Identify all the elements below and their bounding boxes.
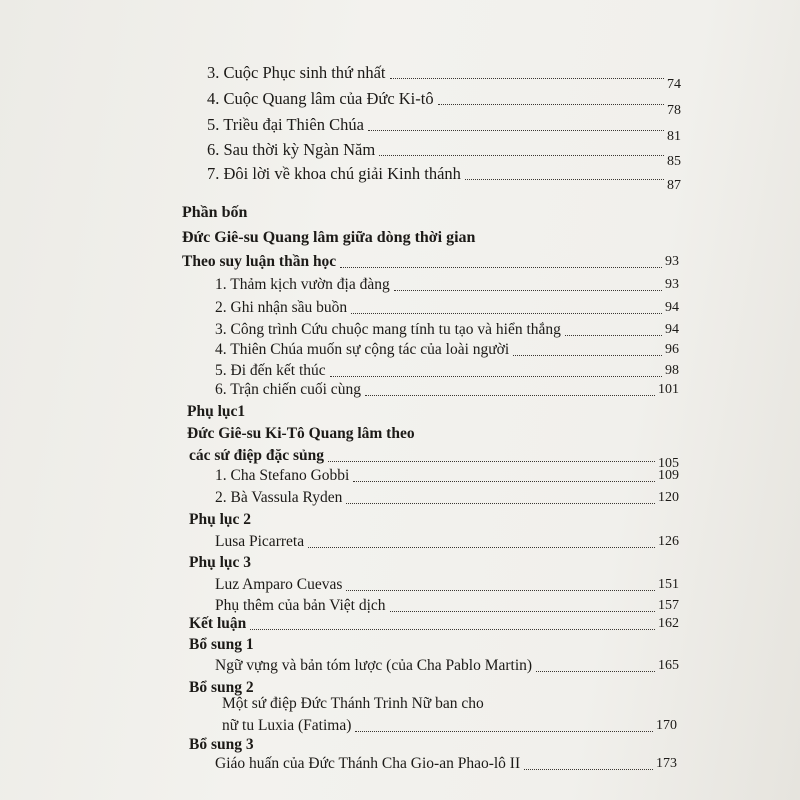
toc-entry-page: 162 [658, 616, 679, 631]
toc-entry-label: 6. Trận chiến cuối cùng [215, 381, 361, 398]
toc-entry-page: 94 [665, 322, 679, 337]
toc-entry [215, 488, 679, 508]
toc-entry [215, 298, 679, 318]
toc-entry-page: 101 [658, 382, 679, 397]
toc-entry [222, 716, 677, 736]
toc-entry-label: 2. Ghi nhận sầu buồn [215, 299, 348, 316]
toc-entry [215, 275, 679, 295]
toc-entry-page: 74 [667, 77, 681, 92]
toc-entry [215, 361, 679, 381]
toc-entry-page: 157 [658, 598, 679, 613]
toc-entry-label: 2. Bà Vassula Ryden [215, 489, 343, 506]
dot-leader [513, 355, 662, 356]
dot-leader [330, 376, 662, 377]
toc-entry-label: Giáo huấn của Đức Thánh Cha Gio-an Phao-lô II [215, 755, 521, 772]
dot-leader [340, 267, 662, 268]
part-title-line2: Theo suy luận thần học [182, 253, 337, 270]
toc-entry-page: 93 [665, 277, 679, 292]
dot-leader [346, 503, 655, 504]
toc-entry [215, 575, 679, 595]
supplement-heading: Bổ sung 1 [189, 636, 254, 653]
toc-entry-label: 6. Sau thời kỳ Ngàn Năm [207, 140, 376, 159]
appendix-title-line2: các sứ điệp đặc sủng [189, 447, 325, 464]
toc-entry-label: Ngữ vựng và bản tóm lược (của Cha Pablo Martin) [215, 657, 533, 674]
dot-leader [565, 335, 662, 336]
toc-entry [215, 340, 679, 360]
dot-leader [438, 104, 664, 105]
toc-entry [207, 140, 681, 169]
dot-leader [368, 130, 664, 131]
toc-entry-page: 151 [658, 577, 679, 592]
dot-leader [328, 461, 655, 462]
toc-entry-label: 7. Đôi lời về khoa chú giải Kinh thánh [207, 164, 461, 183]
toc-entry-label: 4. Cuộc Quang lâm của Đức Ki-tô [207, 89, 434, 108]
toc-entry-label: Lusa Picarreta [215, 533, 305, 550]
toc-entry-page: 105 [658, 456, 679, 471]
dot-leader [365, 395, 655, 396]
toc-entry [215, 380, 679, 400]
part-title: Đức Giê-su Quang lâm giữa dòng thời gian [182, 229, 476, 246]
toc-entry [215, 466, 679, 486]
conclusion-heading: Kết luận [189, 615, 247, 632]
toc-entry-page: 94 [665, 300, 679, 315]
appendix-title: Đức Giê-su Ki-Tô Quang lâm theo [187, 425, 415, 442]
toc-entry-label: Luz Amparo Cuevas [215, 576, 343, 593]
toc-entry [215, 320, 679, 340]
toc-entry-label: 3. Công trình Cứu chuộc mang tính tu tạo và hiển thắng [215, 321, 561, 338]
toc-entry-page: 98 [665, 363, 679, 378]
supplement-heading: Bổ sung 2 [189, 679, 254, 696]
toc-entry-label: 5. Đi đến kết thúc [215, 362, 326, 379]
toc-entry-label: 4. Thiên Chúa muốn sự cộng tác của loài người [215, 341, 510, 358]
appendix-heading: Phụ lục 3 [189, 554, 252, 571]
dot-leader [355, 731, 653, 732]
dot-leader [390, 611, 655, 612]
toc-entry [207, 164, 681, 193]
supplement-entry-line2: nữ tu Luxia (Fatima) [222, 717, 352, 734]
toc-entry-page: 173 [656, 756, 677, 771]
toc-entry [207, 115, 681, 144]
dot-leader [524, 769, 653, 770]
toc-entry-label: 1. Cha Stefano Gobbi [215, 467, 350, 484]
dot-leader [379, 155, 664, 156]
toc-entry-page: 87 [667, 178, 681, 193]
toc-entry-label: 5. Triều đại Thiên Chúa [207, 115, 364, 134]
dot-leader [351, 313, 662, 314]
toc-entry-page: 120 [658, 490, 679, 505]
toc-entry [189, 614, 679, 634]
toc-entry-page: 96 [665, 342, 679, 357]
toc-entry-page: 126 [658, 534, 679, 549]
toc-entry-page: 165 [658, 658, 679, 673]
toc-entry [207, 89, 681, 118]
toc-entry-label: Phụ thêm của bản Việt dịch [215, 597, 386, 614]
dot-leader [308, 547, 655, 548]
toc-entry [215, 596, 679, 616]
toc-entry-page: 78 [667, 103, 681, 118]
toc-entry-page: 109 [658, 468, 679, 483]
supplement-entry-line1: Một sứ điệp Đức Thánh Trinh Nữ ban cho [222, 695, 484, 712]
appendix-heading: Phụ lục1 [187, 403, 246, 420]
appendix-heading: Phụ lục 2 [189, 511, 252, 528]
dot-leader [465, 179, 664, 180]
dot-leader [353, 481, 655, 482]
dot-leader [390, 78, 664, 79]
dot-leader [394, 290, 662, 291]
dot-leader [250, 629, 655, 630]
part-heading: Phần bốn [182, 204, 248, 221]
toc-entry [215, 532, 679, 552]
dot-leader [536, 671, 655, 672]
toc-entry [215, 656, 679, 676]
toc-entry [207, 63, 681, 92]
toc-entry [215, 754, 677, 774]
toc-entry-label: 1. Thảm kịch vườn địa đàng [215, 276, 390, 293]
toc-entry [182, 252, 679, 272]
toc-entry-page: 170 [656, 718, 677, 733]
toc-entry-page: 93 [665, 254, 679, 269]
toc-entry-page: 81 [667, 129, 681, 144]
toc-entry-label: 3. Cuộc Phục sinh thứ nhất [207, 63, 386, 82]
dot-leader [346, 590, 655, 591]
toc-entry-page: 85 [667, 154, 681, 169]
supplement-heading: Bổ sung 3 [189, 736, 254, 753]
toc-entry [189, 446, 679, 471]
